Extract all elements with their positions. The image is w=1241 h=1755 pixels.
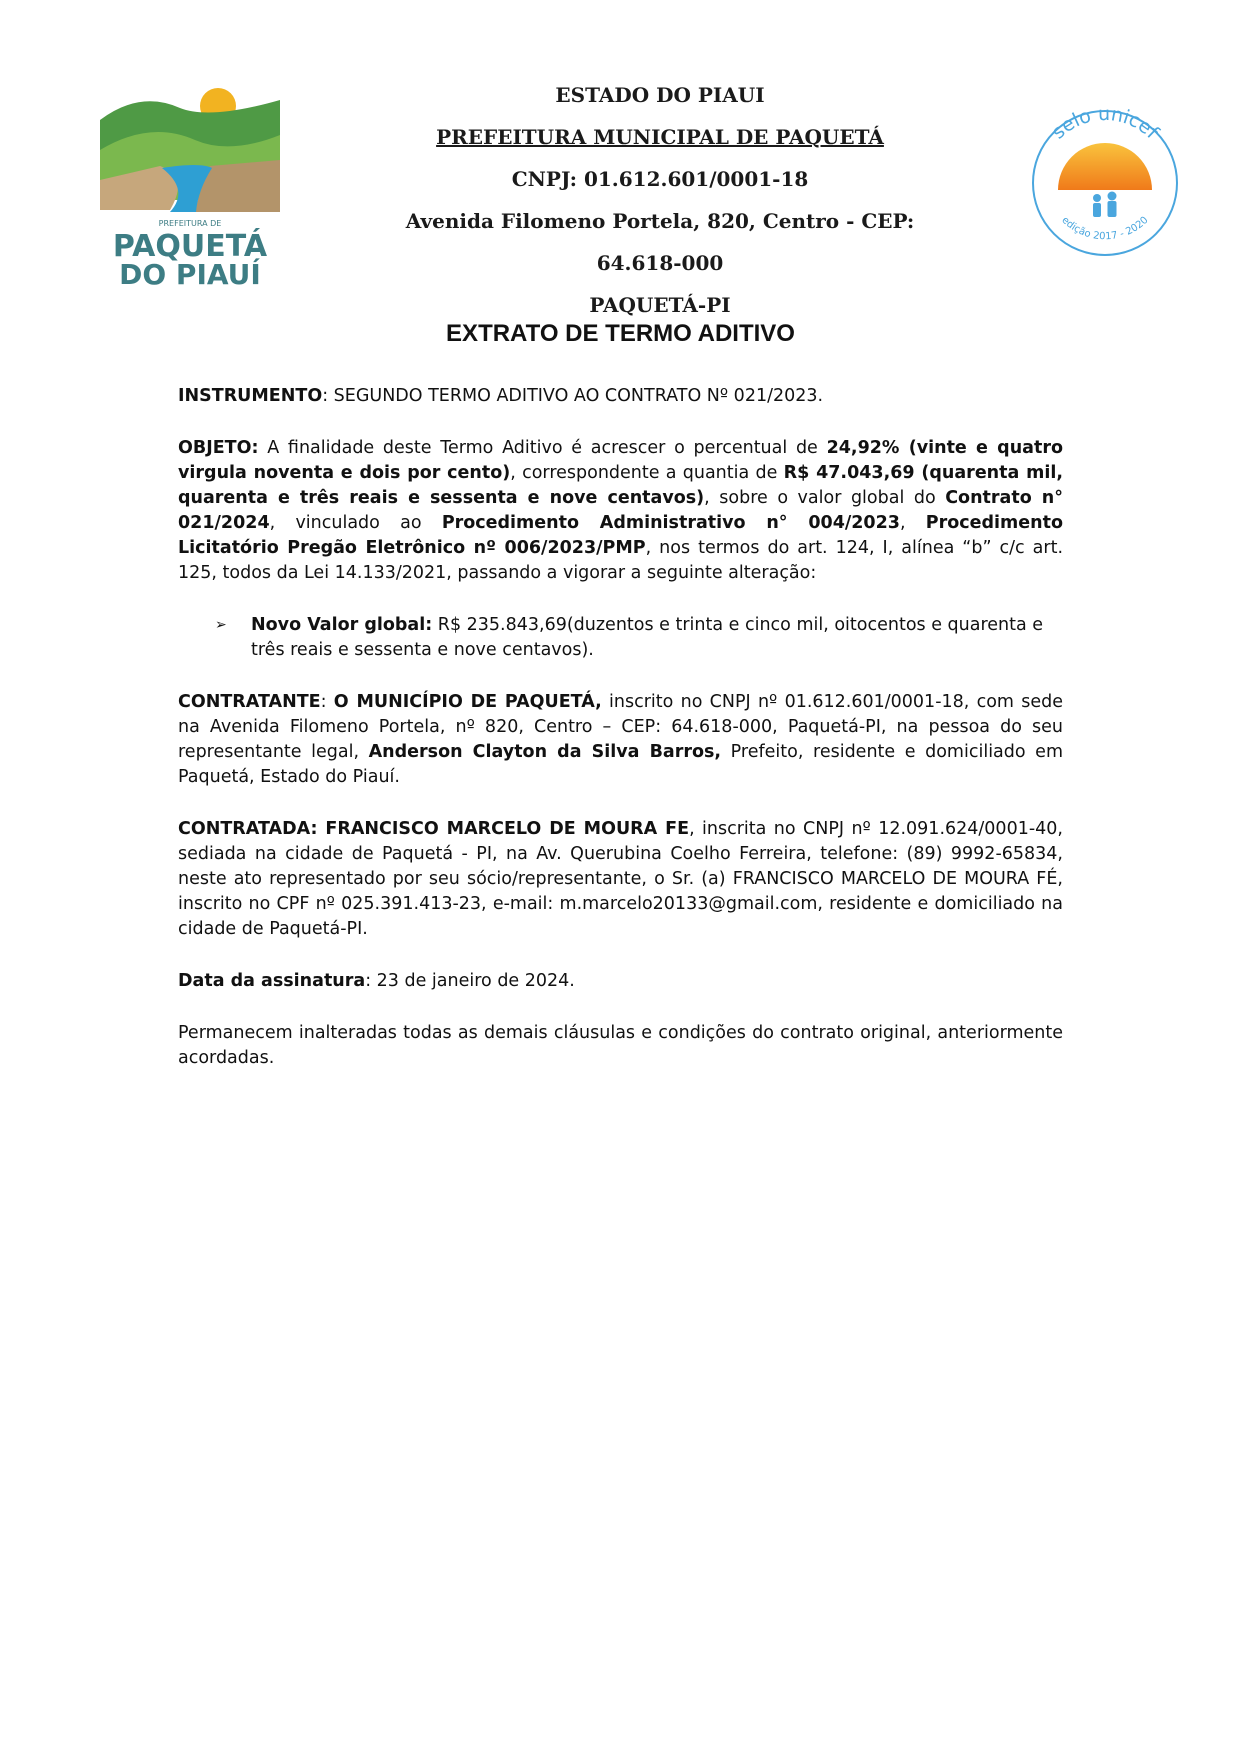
logo-small-text: PREFEITURA DE (158, 219, 222, 228)
closing-paragraph: Permanecem inalteradas todas as demais cláusulas e condições do contrato original, anteriormente acordadas. (178, 1023, 1063, 1068)
contratada-label: CONTRATADA: FRANCISCO MARCELO DE MOURA FE (178, 819, 690, 839)
contratante-representative: Anderson Clayton da Silva Barros, (368, 742, 722, 762)
objeto-text-5: , (899, 513, 926, 533)
contratada-paragraph (178, 817, 1063, 942)
data-assinatura-text: : 23 de janeiro de 2024. (365, 971, 575, 991)
document-body (178, 384, 1063, 1098)
seal-text-bottom: edição 2017 - 2020 (1059, 214, 1151, 243)
contratada-text: , inscrita no CNPJ nº 12.091.624/0001-40, sediada na cidade de Paquetá - PI, na Av. Querubina Coelho Ferreira, telefone: (89) 9992-65834, neste ato representado por seu sócio/representante, o Sr. (a) FRANCISCO MARCELO DE MOURA FÉ, inscrito no CPF nº 025.391.413-23, e-mail: m.marcelo20133@gmail.com, residente e domiciliado na cidade de Paquetá-PI. (178, 819, 1063, 939)
objeto-amount: R$ 47.043,69 (quarenta mil, quarenta e três reais e sessenta e nove centavos) (178, 463, 1063, 508)
objeto-admin-procedure: Procedimento Administrativo n° 004/2023 (441, 513, 900, 533)
unicef-seal (1020, 108, 1190, 258)
header-city: PAQUETÁ-PI (589, 293, 731, 317)
document-title: EXTRATO DE TERMO ADITIVO (446, 320, 795, 347)
objeto-percent: 24,92% (vinte e quatro virgula noventa e dois por cento) (178, 438, 1063, 483)
instrumento-text: : SEGUNDO TERMO ADITIVO AO CONTRATO Nº 021/2023. (322, 386, 824, 406)
contratante-text-3: Prefeito, residente e domiciliado em Paquetá, Estado do Piauí. (178, 742, 1064, 787)
contratante-paragraph (178, 690, 1063, 790)
novo-valor-text (251, 613, 1063, 663)
data-assinatura-label: Data da assinatura (178, 971, 366, 991)
objeto-text-1: A finalidade deste Termo Aditivo é acrescer o percentual de (258, 438, 827, 458)
paqueta-logo (100, 80, 280, 290)
novo-valor-item (178, 613, 1063, 663)
header-cnpj: CNPJ: 01.612.601/0001-18 (511, 167, 809, 191)
objeto-label: OBJETO: (178, 438, 259, 458)
instrumento-paragraph (178, 384, 1063, 409)
header-state: ESTADO DO PIAUI (555, 83, 765, 107)
objeto-text-3: , sobre o valor global do (704, 488, 946, 508)
novo-valor-value: R$ 235.843,69(duzentos e trinta e cinco mil, oitocentos e quarenta e três reais e sessenta e nove centavos). (251, 615, 1044, 660)
objeto-text-6: , nos termos do art. 124, I, alínea “b” c/c art. 125, todos da Lei 14.133/2021, passando a vigorar a seguinte alteração: (178, 538, 1064, 583)
letterhead (360, 74, 960, 326)
header-prefecture: PREFEITURA MUNICIPAL DE PAQUETÁ (436, 125, 884, 149)
unicef-seal-icon (1020, 108, 1190, 258)
seal-text-top: selo unicef (1047, 108, 1163, 144)
novo-valor-label: Novo Valor global: (251, 615, 433, 635)
objeto-text-4: , vinculado ao (269, 513, 442, 533)
contratante-text-1: : (320, 692, 334, 712)
logo-line2: DO PIAUÍ (119, 258, 261, 290)
paqueta-landscape-icon (100, 80, 280, 290)
instrumento-label: INSTRUMENTO (178, 386, 323, 406)
arrow-bullet-icon: ➢ (215, 617, 227, 633)
contratante-label: CONTRATANTE (178, 692, 321, 712)
contratante-name: O MUNICÍPIO DE PAQUETÁ, (333, 692, 602, 712)
objeto-text-2: , correspondente a quantia de (510, 463, 784, 483)
objeto-paragraph (178, 436, 1063, 586)
objeto-contract: Contrato n° 021/2024 (178, 488, 1063, 533)
objeto-bidding-procedure: Procedimento Licitatório Pregão Eletrônico nº 006/2023/PMP (178, 513, 1063, 558)
data-assinatura-paragraph (178, 969, 1063, 994)
logo-line1: PAQUETÁ (112, 229, 268, 264)
header-address: Avenida Filomeno Portela, 820, Centro - CEP: 64.618-000 (405, 209, 915, 275)
contratante-text-2: inscrito no CNPJ nº 01.612.601/0001-18, com sede na Avenida Filomeno Portela, nº 820, Centro – CEP: 64.618-000, Paquetá-PI, na pessoa do seu representante legal, (178, 692, 1063, 762)
